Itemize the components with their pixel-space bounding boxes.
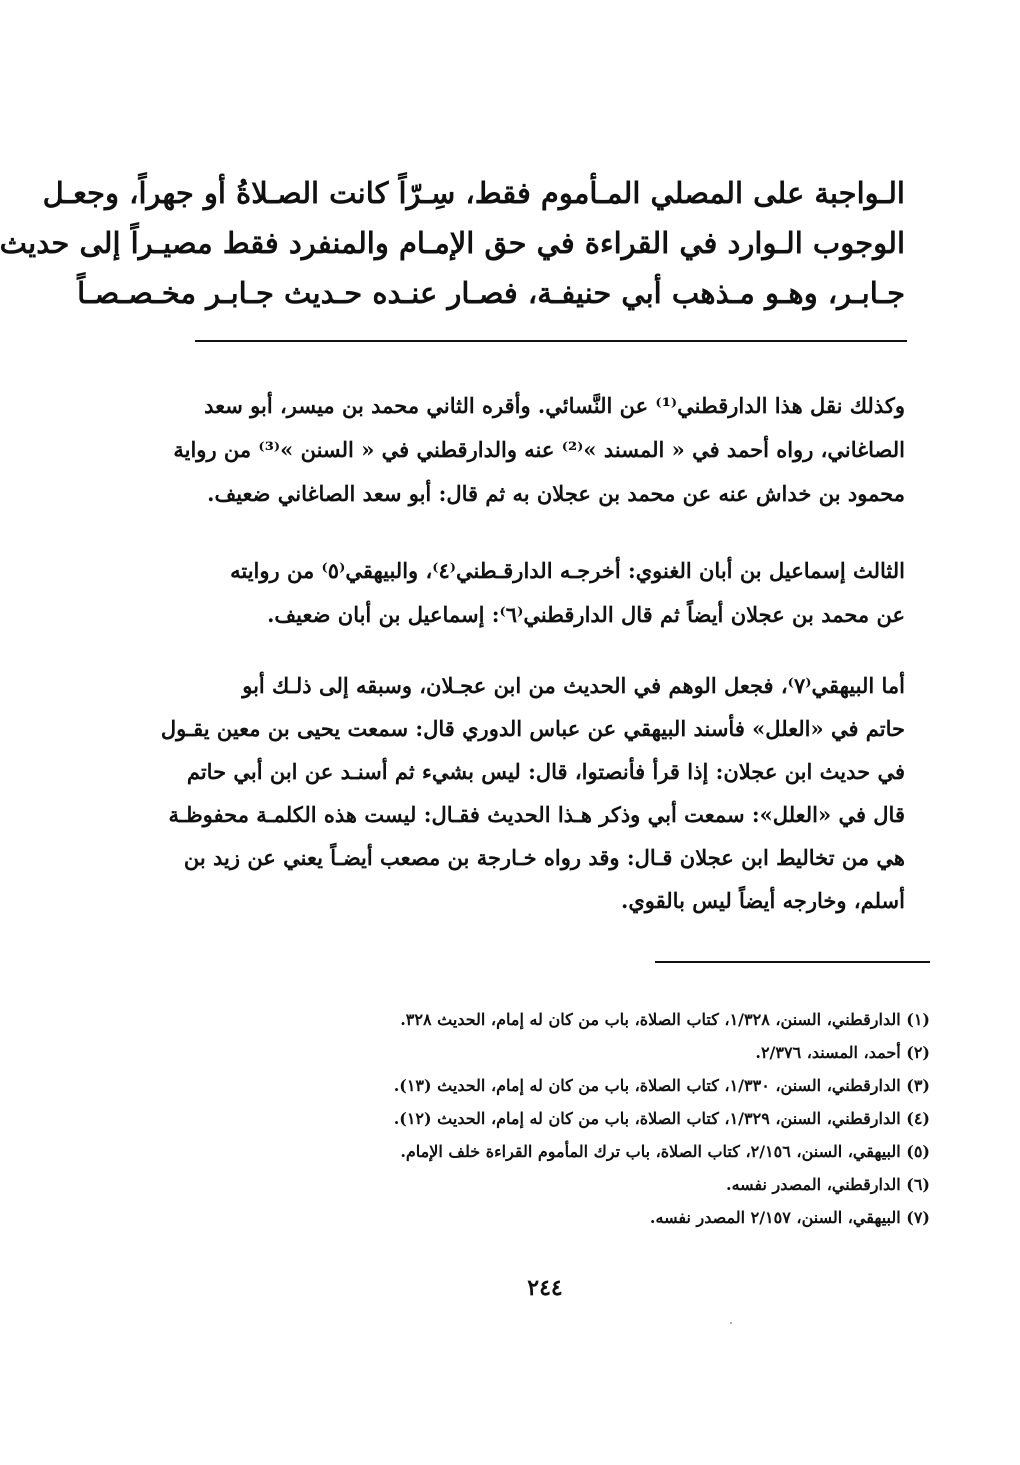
text-line: حاتم في «العلل» فأسند البيهقي عن عباس الدوري قال: سمعت يحيى بن معين يقـول <box>160 716 905 741</box>
footnote-separator <box>655 961 930 963</box>
footnote: (٤) الدارقطني، السنن، ١/٣٢٩، كتاب الصلاة، باب من كان له إمام، الحديث (١٢). <box>393 1109 930 1128</box>
text-line: الـواجبة على المصلي المـأموم فقط، سِـرّاً كانت الصـلاةُ أو جهراً، وجعـل <box>42 176 905 210</box>
continued-paragraph <box>0 168 905 318</box>
page-number: ٢٤٤ <box>527 1275 563 1301</box>
paragraph-narrator-third <box>195 549 905 637</box>
text-line: أسلم، وخارجه أيضاً ليس بالقوي. <box>621 888 905 913</box>
text-line: الصاغاني، رواه أحمد في « المسند »⁽²⁾ عنه والدارقطني في « السنن »⁽³⁾ من رواية <box>173 437 905 462</box>
text-line: عن محمد بن عجلان أيضاً ثم قال الدارقطني⁽٦⁾: إسماعيل بن أبان ضعيف. <box>267 602 905 627</box>
text-line: هي من تخاليط ابن عجلان قـال: وقد رواه خـارجة بن مصعب أيضـاً يعني عن زيد بن <box>183 845 905 870</box>
text-line: محمود بن خداش عنه عن محمد بن عجلان به ثم قال: أبو سعد الصاغاني ضعيف. <box>207 481 905 506</box>
text-line: أما البيهقي⁽٧⁾، فجعل الوهم في الحديث من ابن عجـلان، وسبقه إلى ذلـك أبو <box>242 673 905 698</box>
text-line: الثالث إسماعيل بن أبان الغنوي: أخرجـه الدارقـطني⁽٤⁾، والبيهقي⁽٥⁾ من روايته <box>230 558 905 583</box>
footnote: (٥) البيهقي، السنن، ٢/١٥٦، كتاب الصلاة، باب ترك المأموم القراءة خلف الإمام. <box>400 1142 930 1161</box>
paragraph-narrator-second <box>173 384 905 516</box>
footnote: (٣) الدارقطني، السنن، ١/٣٣٠، كتاب الصلاة، باب من كان له إمام، الحديث (١٣). <box>393 1076 930 1095</box>
text-line: قال في «العلل»: سمعت أبي وذكر هـذا الحديث فقـال: ليست هذه الكلمـة محفوظـة <box>168 802 905 827</box>
text-line: الوجوب الـوارد في القراءة في حق الإمـام والمنفرد فقط مصيـراً إلى حديث <box>0 226 905 260</box>
text-line: وكذلك نقل هذا الدارقطني⁽¹⁾ عن النَّسائي. وأقره الثاني محمد بن ميسر، أبو سعد <box>204 393 905 418</box>
text-line: في حديث ابن عجلان: إذا قرأ فأنصتوا، قال: ليس بشيء ثم أسنـد عن ابن أبي حاتم <box>186 759 905 784</box>
footnote: (٦) الدارقطني، المصدر نفسه. <box>726 1175 930 1194</box>
section-divider <box>195 340 907 342</box>
paragraph-bayhaqi <box>160 664 905 922</box>
text-line: جـابـر، وهـو مـذهب أبي حنيفـة، فصـار عنـده حـديث جـابـر مخـصـصـاً <box>77 276 905 310</box>
footnote: (١) الدارقطني، السنن، ١/٣٢٨، كتاب الصلاة، باب من كان له إمام، الحديث ٣٢٨. <box>400 1010 930 1029</box>
footnotes <box>300 1003 930 1234</box>
footnote: (٧) البيهقي، السنن، ٢/١٥٧ المصدر نفسه. <box>649 1208 930 1227</box>
footnote: (٢) أحمد، المسند، ٢/٣٧٦. <box>755 1043 930 1062</box>
scan-speck <box>730 1322 732 1324</box>
